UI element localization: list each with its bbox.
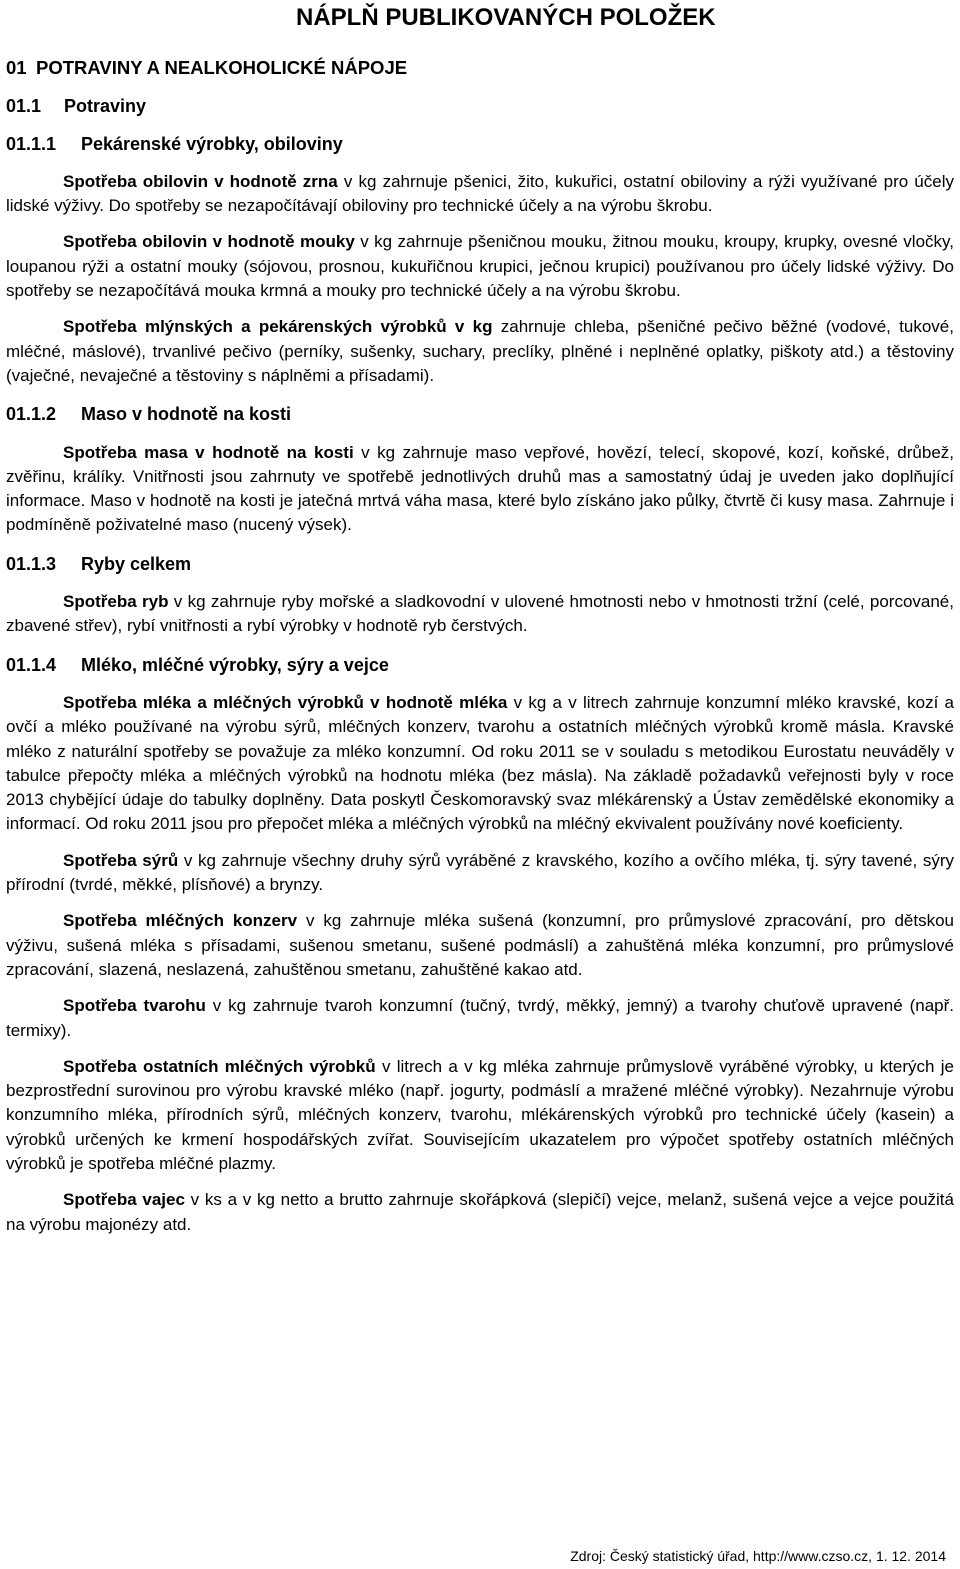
- paragraph-text: v kg zahrnuje tvaroh konzumní (tučný, tvrdý, měkký, jemný) a tvarohy chuťově upravené (např. termixy).: [6, 996, 954, 1040]
- paragraph-lead: Spotřeba vajec: [63, 1190, 185, 1210]
- section-heading-01-1: [6, 94, 954, 118]
- section-title: Potraviny: [64, 96, 147, 117]
- paragraph-text: v kg zahrnuje ryby mořské a sladkovodní v ulovené hmotnosti nebo v hmotnosti tržní (celé, porcované, zbavené střev), rybí vnitřnosti a rybí výrobky v hodnotě ryb čerstvých.: [6, 592, 954, 636]
- paragraph-other-dairy: [6, 1055, 954, 1176]
- paragraph-lead: Spotřeba mléčných konzerv: [63, 911, 298, 931]
- paragraph-lead: Spotřeba masa v hodnotě na kosti: [63, 442, 354, 462]
- page-title: NÁPLŇ PUBLIKOVANÝCH POLOŽEK: [296, 4, 716, 31]
- paragraph-text: v kg a v litrech zahrnuje konzumní mléko kravské, kozí a ovčí a mléko používané na výrobu sýrů, mléčných konzerv, tvarohu a ostatních mléčných výrobků kromě másla. Kravské mléko z naturální spotřeby se považuje za mléko konzumní. Od roku 2011 se v souladu s metodikou Eurostatu neuváděly v tabulce přepočty mléka a mléčných výrobků na hodnotu mléka (bez másla). Na základě požadavků veřejnosti byly v roce 2013 chybějící údaje do tabulky doplněny. Data poskytl Českomoravský svaz mlékárenský a Ústav zemědělské ekonomiky a informací. Od roku 2011 jsou pro přepočet mléka a mléčných výrobků na mléčný ekvivalent používány nové koeficienty.: [6, 692, 954, 834]
- section-number: 01.1: [6, 96, 42, 117]
- section-title: Pekárenské výrobky, obiloviny: [81, 133, 343, 154]
- section-heading-01-1-2: [6, 402, 954, 426]
- section-title: Mléko, mléčné výrobky, sýry a vejce: [81, 654, 389, 675]
- paragraph-lead: Spotřeba mléka a mléčných výrobků v hodnotě mléka: [63, 692, 508, 712]
- paragraph-text: v ks a v kg netto a brutto zahrnuje skořápková (slepičí) vejce, melanž, sušená vejce a vejce použitá na výrobu majonézy atd.: [6, 1190, 954, 1234]
- paragraph-cereals-flour: [6, 230, 954, 303]
- paragraph-curd: [6, 994, 954, 1043]
- paragraph-lead: Spotřeba obilovin v hodnotě mouky: [63, 232, 355, 252]
- section-heading-01-1-4: [6, 653, 954, 677]
- paragraph-cheese: [6, 849, 954, 898]
- section-number: 01.1.2: [6, 404, 57, 425]
- section-title: POTRAVINY A NEALKOHOLICKÉ NÁPOJE: [36, 57, 408, 78]
- section-number: 01.1.1: [6, 133, 57, 154]
- section-title: Maso v hodnotě na kosti: [81, 404, 292, 425]
- section-number: 01.1.3: [6, 553, 57, 574]
- section-heading-01-1-3: [6, 552, 954, 576]
- section-heading-01: [6, 56, 954, 80]
- paragraph-meat: [6, 441, 954, 538]
- paragraph-lead: Spotřeba tvarohu: [63, 996, 206, 1016]
- section-number: 01: [6, 57, 27, 78]
- paragraph-milk-preserves: [6, 909, 954, 982]
- paragraph-lead: Spotřeba mlýnských a pekárenských výrobků v kg: [63, 317, 493, 337]
- paragraph-bakery: [6, 315, 954, 388]
- paragraph-text: v kg zahrnuje mléka sušená (konzumní, pro průmyslové zpracování, pro dětskou výživu, sušená mléka s přísadami, sušenou smetanu, sušené podmáslí) a zahuštěná mléka konzumní, pro průmyslové zpracování, slazená, neslazená, zahuštěnou smetanu, zahuštěné kakao atd.: [6, 911, 954, 979]
- paragraph-text: v litrech a v kg mléka zahrnuje průmyslově vyráběné výrobky, u kterých je bezprostřední surovinou pro výrobu kravské mléko (např. jogurty, podmáslí a mražené mléčné výrobky). Nezahrnuje výrobu konzumního mléka, přírodních sýrů, mléčných konzerv, tvarohu, mlékárenských výrobků pro technické účely (kasein) a výrobků určených ke krmení hospodářských zvířat. Souvisejícím ukazatelem pro výpočet spotřeby ostatních mléčných výrobků je spotřeba mléčné plazmy.: [6, 1056, 955, 1173]
- paragraph-text: v kg zahrnuje pšeničnou mouku, žitnou mouku, kroupy, krupky, ovesné vločky, loupanou rýži a ostatní mouky (sójovou, prosnou, kukuřičnou krupici, ječnou krupici) používanou pro účely lidské výživy. Do spotřeby se nezapočítává mouka krmná a mouky pro technické účely a na výrobu škrobu.: [6, 232, 954, 301]
- paragraph-lead: Spotřeba obilovin v hodnotě zrna: [63, 171, 338, 191]
- paragraph-eggs: [6, 1188, 954, 1237]
- source-footer: Zdroj: Český statistický úřad, http://www.czso.cz, 1. 12. 2014: [570, 1548, 946, 1564]
- paragraph-text: v kg zahrnuje všechny druhy sýrů vyráběné z kravského, kozího a ovčího mléka, tj. sýry tavené, sýry přírodní (tvrdé, měkké, plísňové) a brynzy.: [6, 850, 955, 895]
- section-heading-01-1-1: [6, 132, 954, 156]
- document-body: [6, 56, 954, 1249]
- paragraph-lead: Spotřeba ryb: [63, 592, 169, 612]
- section-title: Ryby celkem: [81, 553, 192, 574]
- paragraph-lead: Spotřeba ostatních mléčných výrobků: [63, 1056, 376, 1076]
- paragraph-fish: [6, 590, 954, 639]
- paragraph-lead: Spotřeba sýrů: [63, 850, 179, 870]
- paragraph-text: v kg zahrnuje maso vepřové, hovězí, telecí, skopové, kozí, koňské, drůbež, zvěřinu, králíky. Vnitřnosti jsou zahrnuty ve spotřebě jednotlivých druhů mas a samostatný údaj je uveden jako doplňující informace. Maso v hodnotě na kosti je jatečná mrtvá váha masa, které bylo získáno jako půlky, čtvrtě či kusy masa. Zahrnuje i podmíněně poživatelné maso (nucený výsek).: [6, 442, 955, 535]
- paragraph-text: v kg zahrnuje pšenici, žito, kukuřici, ostatní obiloviny a rýži využívané pro účely lidské výživy. Do spotřeby se nezapočítávají obiloviny pro technické účely a na výrobu škrobu.: [6, 171, 954, 216]
- section-number: 01.1.4: [6, 654, 57, 675]
- paragraph-cereals-grain: [6, 170, 954, 219]
- paragraph-text: zahrnuje chleba, pšeničné pečivo běžné (vodové, tukové, mléčné, máslové), trvanlivé pečivo (perníky, sušenky, suchary, preclíky, plněné i neplněné oplatky, piškoty atd.) a těstoviny (vaječné, nevaječné a těstoviny s náplněmi a přísadami).: [6, 317, 954, 385]
- paragraph-milk: [6, 691, 954, 837]
